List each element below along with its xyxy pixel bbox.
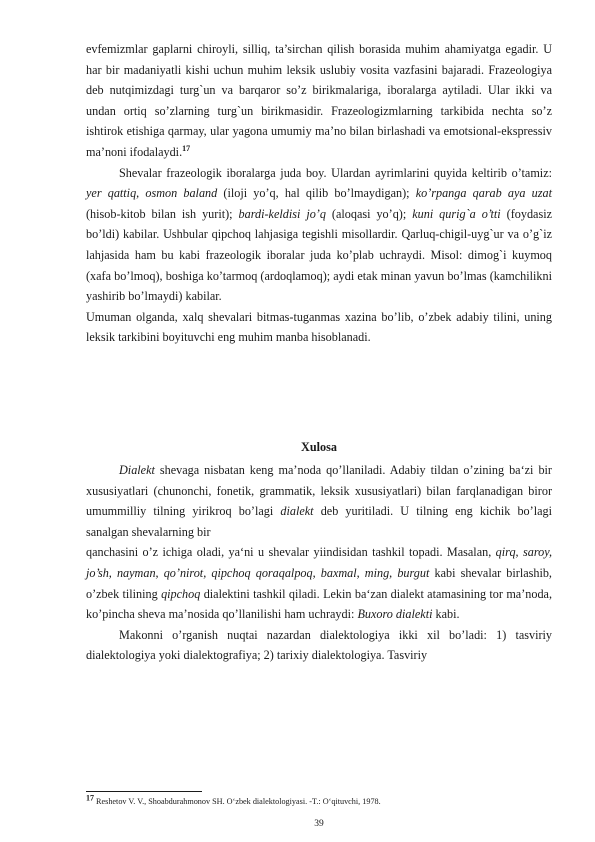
paragraph-text: dialektini tashkil qiladi. Lekin ba‘zan dialekt atamasining tor ma’noda, ko’pincha sheva ma’nosida qo’llanilishi ham uchraydi:	[86, 586, 552, 622]
example-italic: ko’rpanga qarab aya uzat	[415, 186, 552, 201]
body-text-bottom	[86, 460, 552, 666]
paragraph-text: (iloji yo’q, hal qilib bo’lmaydigan);	[217, 186, 416, 201]
footnote	[86, 793, 552, 807]
paragraph-text: (hisob-kitob bilan ish yurit);	[86, 206, 239, 221]
paragraph-text: kabi shevalar birlashib, o’zbek tilining	[86, 565, 552, 601]
paragraph-qanchasini	[86, 542, 552, 624]
paragraph-frazeologiya	[86, 39, 552, 163]
footnote-number: 17	[86, 793, 94, 803]
footnote-divider	[86, 791, 202, 792]
example-italic: yer qattiq, osmon baland	[86, 186, 218, 201]
paragraph-text: Shevalar frazeologik iboralarga juda boy. Ulardan ayrimlarini quyida keltirib o’tamiz:	[119, 165, 552, 180]
paragraph-text: qanchasini o’z ichiga oladi, ya‘ni u shevalar yiindisidan tashkil topadi. Masalan,	[86, 545, 496, 560]
body-text-top	[86, 39, 552, 348]
example-italic: qirq, saroy, jo’sh, nayman, qo’nirot, qipchoq qoraqalpoq, baxmal, ming, burgut	[86, 545, 552, 580]
example-italic: bardi-keldisi jo’q	[238, 206, 326, 221]
footnote-reference: 17	[182, 143, 191, 153]
paragraph-text: evfemizmlar gaplarni chiroyli, silliq, ta’sirchan qilish borasida muhim ahamiyatga egadir. U har bir madaniyatli kishi uchun muhim leksik uslubiy vosita vazfasini bajaradi. Frazeologiya deb nutqimizdagi turg`un va barqaror so’z birikmalariga, iboralarga aytiladi. Ular ikki va undan ortiq so’zlarning turg`un birikmasidir. Frazeologizmlarning tarkibida nechta so’z ishtirok etishiga qarmay, ular yagona umumiy ma’no bilan birlashadi va emotsional-ekspressiv ma’noni ifodalaydi.	[86, 42, 552, 159]
paragraph-dialekt	[86, 460, 552, 542]
paragraph-text: kabi.	[432, 607, 460, 622]
paragraph-text: deb yuritiladi. U tilning eng kichik bo’lagi sanalgan shevalarning bir	[86, 504, 552, 539]
footnote-text: Reshetov V. V., Shoabdurahmonov SH. O‘zbek dialektologiyasi. -T.: O‘qituvchi, 1978.	[94, 797, 381, 806]
paragraph-text: (aloqasi yo’q);	[325, 206, 413, 221]
page-number: 39	[314, 819, 324, 829]
paragraph-text: (foydasiz bo’ldi) kabilar. Ushbular qipchoq lahjasiga tegishli misollardir. Qarluq-chigil-uyg`ur va o’g`iz lahjasida ham bu kabi frazeologik iboralar juda ko’plab uchraydi. Misol: dimog`i kuymoq (xafa bo’lmoq), boshiga ko’tarmoq (ardoqlamoq); aydi etak minan yavun bo’lmas (kamchilikni yashirib bo’lmaydi) kabilar.	[86, 206, 553, 304]
term-italic: qipchoq	[161, 586, 201, 601]
paragraph-shevalar-frazeologik	[86, 163, 552, 307]
section-heading: Xulosa	[301, 440, 337, 454]
term-italic: dialekt	[280, 504, 314, 519]
paragraph-text: shevaga nisbatan keng ma’noda qo’llaniladi. Adabiy tildan o’zining ba‘zi bir xususiyatlari (chunonchi, fonetik, grammatik, leksik xususiyatlari) bilan farqlanadigan biror umummilliy tilning yirikroq bo’lagi	[86, 463, 552, 519]
term-italic: Buxoro dialekti	[357, 607, 433, 622]
paragraph-xalq-shevalari: Umuman olganda, xalq shevalari bitmas-tuganmas xazina bo’lib, o’zbek adabiy tilini, uning leksik tarkibini boyituvchi eng muhim manba hisoblanadi.	[86, 309, 552, 345]
term-italic: Dialekt	[119, 463, 155, 477]
example-italic: kuni qurig`a o’tti	[412, 206, 501, 221]
paragraph-makonni: Makonni o’rganish nuqtai nazardan dialektologiya ikki xil bo’ladi: 1) tasviriy dialektologiya yoki dialektografiya; 2) tarixiy dialektologiya. Tasviriy	[86, 627, 552, 663]
